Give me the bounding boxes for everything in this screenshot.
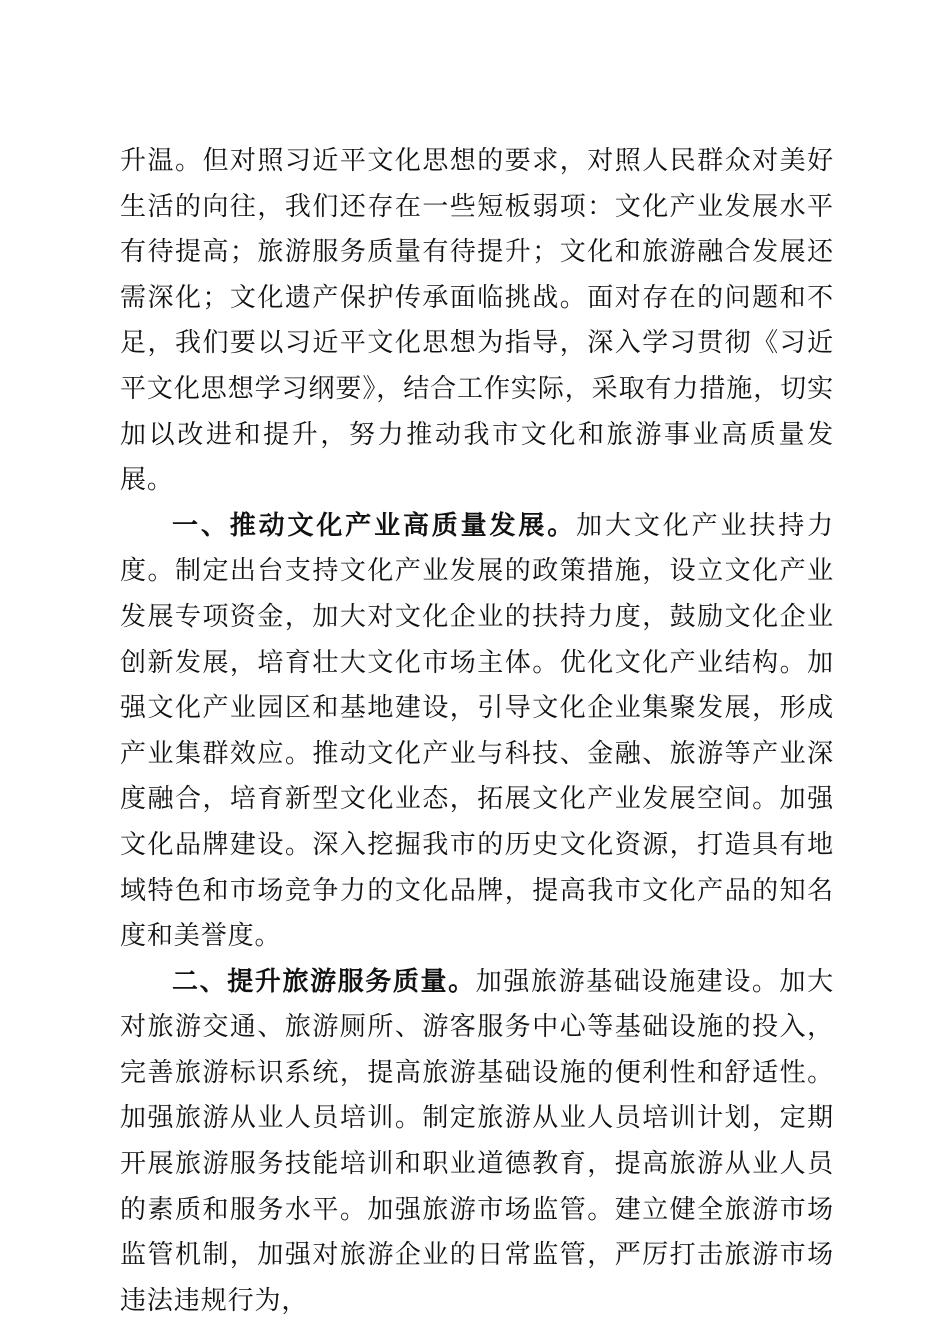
section-heading: 二、提升旅游服务质量。 [172,966,476,997]
paragraph-text: 升温。但对照习近平文化思想的要求，对照人民群众对美好生活的向往，我们还存在一些短板弱项：文化产业发展水平有待提高；旅游服务质量有待提升；文化和旅游融合发展还需深化；文化遗产保护传承面临挑战。面对存在的问题和不足，我们要以习近平文化思想为指导，深入学习贯彻《习近平文化思想学习纲要》，结合工作实际，采取有力措施，切实加以改进和提升，努力推动我市文化和旅游事业高质量发展。 [120,146,834,496]
paragraph-section-2 [120,960,834,1325]
paragraph-continuation [120,139,834,504]
paragraph-section-1 [120,504,834,960]
section-heading: 一、推动文化产业高质量发展。 [172,510,577,541]
paragraph-text: 加强旅游基础设施建设。加大对旅游交通、旅游厕所、游客服务中心等基础设施的投入，完善旅游标识系统，提高旅游基础设施的便利性和舒适性。加强旅游从业人员培训。制定旅游从业人员培训计划，定期开展旅游服务技能培训和职业道德教育，提高旅游从业人员的素质和服务水平。加强旅游市场监管。建立健全旅游市场监管机制，加强对旅游企业的日常监管，严厉打击旅游市场违法违规行为， [120,966,835,1316]
paragraph-text: 加大文化产业扶持力度。制定出台支持文化产业发展的政策措施，设立文化产业发展专项资金，加大对文化企业的扶持力度，鼓励文化企业创新发展，培育壮大文化市场主体。优化文化产业结构。加强文化产业园区和基地建设，引导文化企业集聚发展，形成产业集群效应。推动文化产业与科技、金融、旅游等产业深度融合，培育新型文化业态，拓展文化产业发展空间。加强文化品牌建设。深入挖掘我市的历史文化资源，打造具有地域特色和市场竞争力的文化品牌，提高我市文化产品的知名度和美誉度。 [120,510,834,952]
document-body [120,139,834,1324]
